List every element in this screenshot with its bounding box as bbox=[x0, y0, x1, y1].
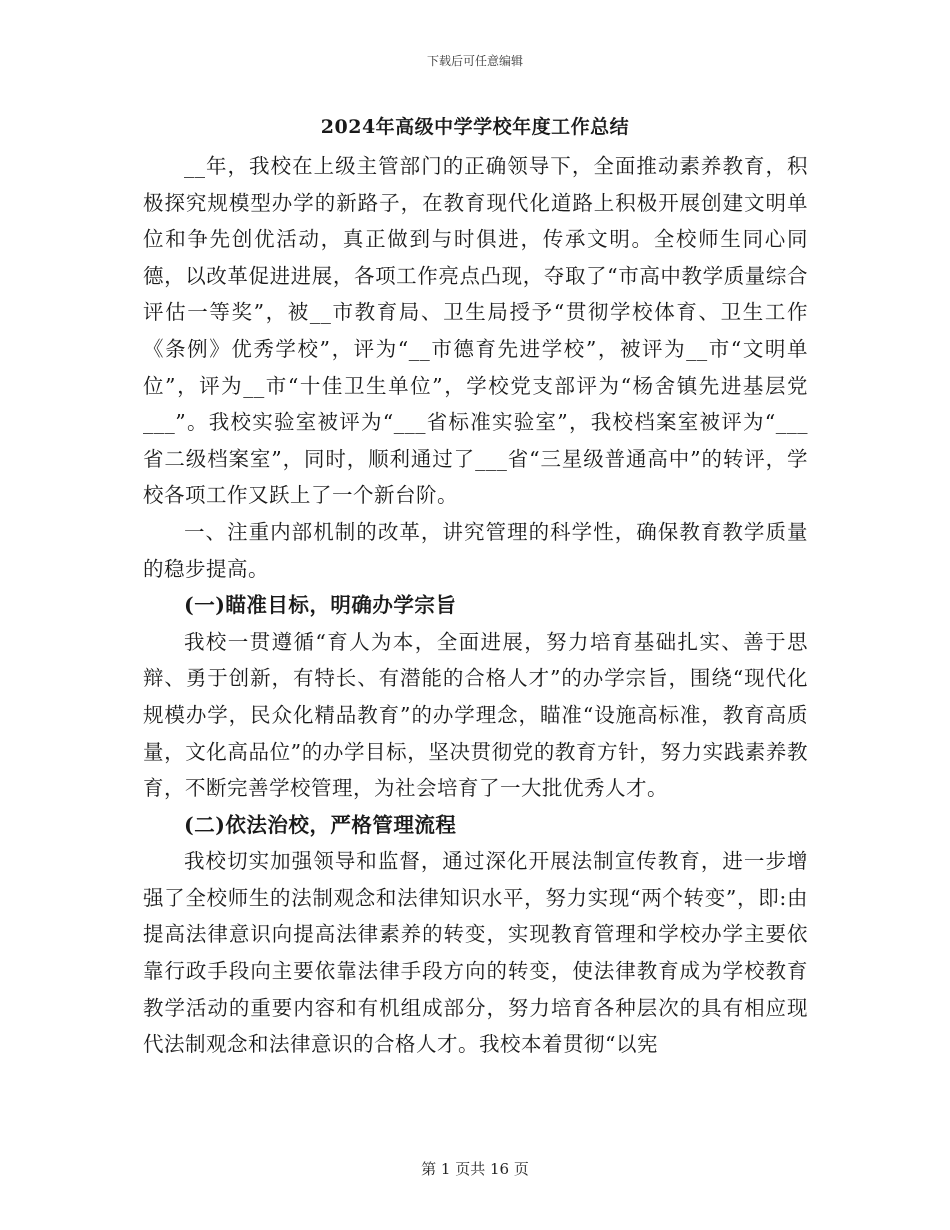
page-footer-indicator: 第 1 页共 16 页 bbox=[421, 1160, 529, 1178]
subheading-goals: (一)瞄准目标，明确办学宗旨 bbox=[184, 593, 457, 618]
paragraph-section-one: 一、注重内部机制的改革，讲究管理的科学性，确保教育教学质量的稳步提高。 bbox=[143, 519, 808, 581]
paragraph-goals: 我校一贯遵循“育人为本，全面进展，努力培育基础扎实、善于思辩、勇于创新，有特长、有潜能的合格人才”的办学宗旨，围绕“现代化规模办学，民众化精品教育”的办学理念，瞄准“设施高标准，教育高质量，文化高品位”的办学目标，坚决贯彻党的教育方针，努力实践素养教育，不断完善学校管理，为社会培育了一大批优秀人才。 bbox=[143, 629, 808, 801]
paragraph-law: 我校切实加强领导和监督，通过深化开展法制宣传教育，进一步增强了全校师生的法制观念和法律知识水平，努力实现“两个转变”，即:由提高法律意识向提高法律素养的转变，实现教育管理和学校办学主要依靠行政手段向主要依靠法律手段方向的转变，使法律教育成为学校教育教学活动的重要内容和有机组成部分，努力培育各种层次的具有相应现代法制观念和法律意识的合格人才。我校本着贯彻“以宪 bbox=[143, 849, 808, 1057]
document-body bbox=[143, 148, 808, 1063]
document-title: 2024年高级中学学校年度工作总结 bbox=[320, 116, 630, 138]
subheading-law: (二)依法治校，严格管理流程 bbox=[184, 812, 457, 837]
paragraph-intro: __年，我校在上级主管部门的正确领导下，全面推动素养教育，积极探究规模型办学的新路子，在教育现代化道路上积极开展创建文明单位和争先创优活动，真正做到与时俱进，传承文明。全校师生同心同德，以改革促进进展，各项工作亮点凸现，夺取了“市高中教学质量综合评估一等奖”，被__市教育局、卫生局授予“贯彻学校体育、卫生工作《条例》优秀学校”，评为“__市德育先进学校”，被评为__市“文明单位”，评为__市“十佳卫生单位”，学校党支部评为“杨舍镇先进基层党___”。我校实验室被评为“___省标准实验室”，我校档案室被评为“___省二级档案室”，同时，顺利通过了___省“三星级普通高中”的转评，学校各项工作又跃上了一个新台阶。 bbox=[143, 154, 808, 508]
page-header-note: 下载后可任意编辑 bbox=[426, 54, 523, 68]
